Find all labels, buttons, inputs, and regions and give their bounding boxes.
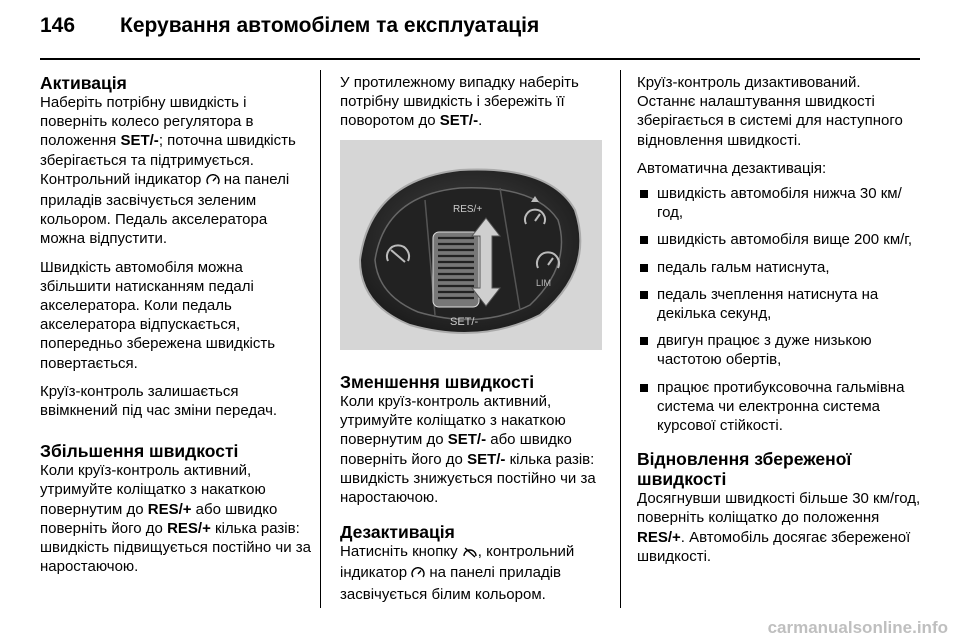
text: кілька разів: швидкість знижується постійно чи за наростаючою. (340, 450, 596, 507)
text: або швидко поверніть його до (40, 500, 278, 537)
cruise-control-indicator-icon (206, 172, 220, 191)
text: У протилежному випадку наберіть потрібну швидкість і збережіть її поворотом до (340, 74, 579, 130)
text: . Автомобіль досягає збереженої швидкості. (637, 528, 911, 565)
lim-label-image: LIM (536, 278, 552, 288)
column-divider-2 (620, 70, 621, 608)
page-header-title: Керування автомобілем та експлуатація (120, 14, 540, 37)
set-label: SET/- (120, 132, 159, 150)
res-label: RES/+ (637, 528, 681, 546)
list-item: швидкість автомобіля нижча 30 км/год, (637, 184, 922, 222)
paragraph-deactivation (340, 542, 612, 604)
watermark: carmanualsonline.info (767, 618, 948, 637)
res-label: RES/+ (167, 519, 211, 537)
text: або швидко поверніть його до (340, 431, 572, 468)
text: кілька разів: швидкість підвищується постійно чи за наростаючою. (40, 519, 311, 576)
paragraph-restore-speed (637, 489, 922, 566)
text: Наберіть потрібну швидкість і поверніть колесо регулятора в положення (40, 94, 254, 150)
text: Коли круїз-контроль активний, утримуйте коліщатко з накаткою повернутим до (340, 393, 566, 449)
heading-activation: Активація (40, 73, 127, 93)
text: , контрольний індикатор (340, 543, 575, 582)
text: Досягнувши швидкості більше 30 км/год, поверніть коліщатко до положення (637, 490, 921, 527)
column-2 (340, 73, 612, 140)
text: на панелі приладів засвічується білим кольором. (340, 564, 562, 603)
cruise-control-switch-image (340, 140, 602, 350)
heading-deactivation: Дезактивація (340, 522, 455, 543)
column-divider-1 (320, 70, 321, 608)
paragraph-decrease-speed (340, 392, 612, 507)
set-label: SET/- (467, 450, 506, 468)
auto-deactivation-list (637, 184, 922, 435)
set-label-image: SET/- (450, 316, 479, 328)
text: . (478, 112, 483, 130)
paragraph-increase-speed (40, 461, 312, 576)
cruise-control-indicator-icon (411, 565, 425, 584)
set-label: SET/- (447, 431, 487, 449)
column-1 (40, 73, 312, 585)
list-item: педаль зчеплення натиснута на декілька секунд, (637, 285, 922, 323)
text: Коли круїз-контроль активний, утримуйте коліщатко з накаткою повернутим до (40, 462, 266, 518)
heading-increase-speed: Збільшення швидкості (40, 441, 239, 462)
res-label-image: RES/+ (453, 204, 483, 215)
column-3 (637, 73, 922, 575)
text: на панелі приладів засвічується зеленим кольором. Педаль акселератора можна відпустити. (40, 170, 290, 248)
heading-decrease-speed: Зменшення швидкості (340, 372, 535, 392)
header-rule (40, 58, 920, 60)
heading-restore-speed: Відновлення збереженої швидкості (637, 449, 852, 490)
list-item: швидкість автомобіля вище 200 км/г, (637, 230, 922, 249)
set-label: SET/- (439, 112, 479, 130)
paragraph-store-speed (340, 73, 612, 131)
text: Натисніть кнопку (340, 543, 462, 561)
paragraph-gear-change: Круїз-контроль залишається ввімкнений під час зміни передач. (40, 382, 278, 420)
paragraph-activation (40, 93, 312, 249)
page-number: 146 (40, 14, 76, 37)
cancel-button-icon (462, 544, 478, 563)
paragraph-auto-deactivation: Автоматична дезактивація: (637, 159, 827, 177)
list-item: працює протибуксовочна гальмівна система чи електронна система курсової стійкості. (637, 378, 922, 436)
res-label: RES/+ (147, 500, 192, 518)
paragraph-accelerate: Швидкість автомобіля можна збільшити натисканням педалі акселератора. Коли педаль акселератора відпускається, попередньо збережена швидкість повертається. (40, 258, 276, 372)
list-item: педаль гальм натиснута, (637, 258, 922, 277)
paragraph-deactivated: Круїз-контроль дизактивований. Останнє налаштування швидкості зберігається в системі для наступного відновлення швидкості. (637, 74, 903, 149)
text: ; поточна швидкість зберігається та підтримується. Контрольний індикатор (40, 132, 296, 188)
column-2-lower (340, 372, 612, 613)
steering-wheel-controls-illustration (340, 140, 602, 350)
list-item: двигун працює з дуже низькою частотою обертів, (637, 331, 922, 369)
